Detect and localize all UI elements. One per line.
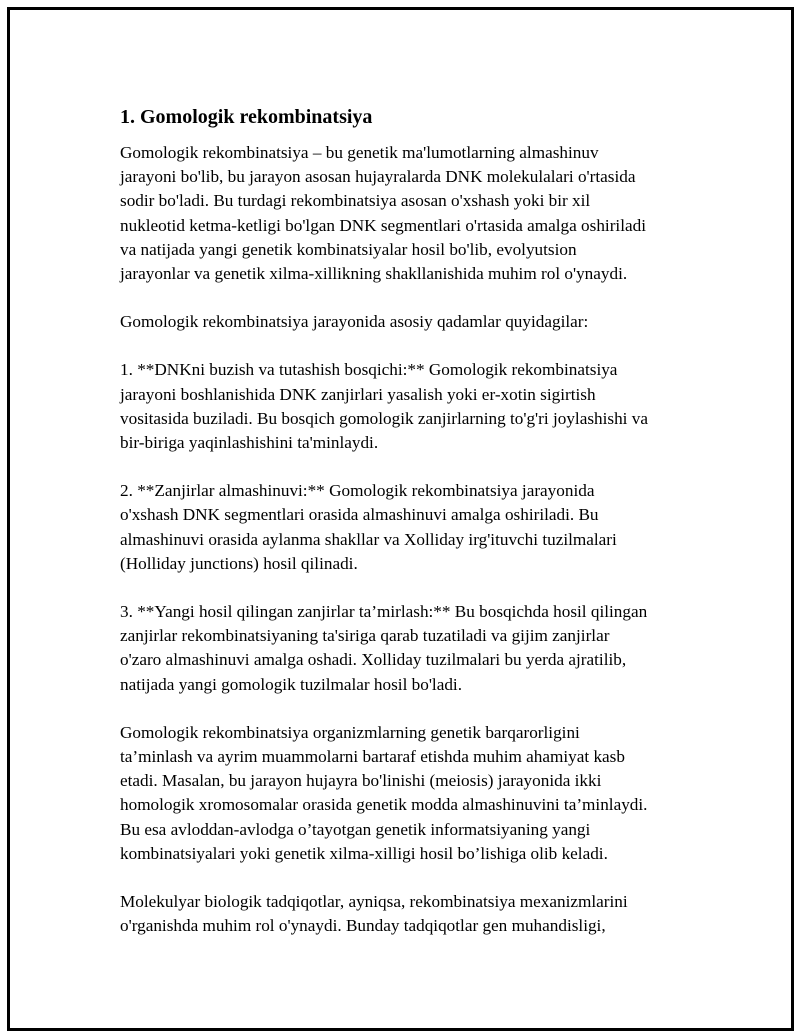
- paragraph-research: Molekulyar biologik tadqiqotlar, ayniqsa, rekombinatsiya mexanizmlarini o'rganishda muhim rol o'ynaydi. Bunday tadqiqotlar gen muhandisligi,: [120, 892, 628, 936]
- paragraph-step-3: 3. **Yangi hosil qilingan zanjirlar ta’mirlash:** Bu bosqichda hosil qilingan zanjirlar rekombinatsiyaning ta'siriga qarab tuzatiladi va gijim zanjirlar o'zaro almashinuvi amalga oshadi. Xolliday tuzilmalari bu yerda ajratilib, natijada yangi gomologik tuzilmalar hosil bo'ladi.: [120, 602, 648, 694]
- document-body: [120, 104, 700, 962]
- section-heading: 1. Gomologik rekombinatsiya: [120, 106, 373, 128]
- paragraph-intro: Gomologik rekombinatsiya – bu genetik ma'lumotlarning almashinuv jarayoni bo'lib, bu jarayon asosan hujayralarda DNK molekulalari o'rtasida sodir bo'ladi. Bu turdagi rekombinatsiya asosan o'xshash yoki bir xil nukleotid ketma-ketligi bo'lgan DNK segmentlari o'rtasida amalga oshiriladi va natijada yangi genetik kombinatsiyalar hosil bo'lib, evolyutsion jarayonlar va genetik xilma-xillikning shakllanishida muhim rol o'ynaydi.: [120, 143, 646, 284]
- paragraph-significance: Gomologik rekombinatsiya organizmlarning genetik barqarorligini ta’minlash va ayrim muammolarni bartaraf etishda muhim ahamiyat kasb etadi. Masalan, bu jarayon hujayra bo'linishi (meiosis) jarayonida ikki homologik xromosomalar orasida genetik modda almashinuvini ta’minlaydi. Bu esa avloddan-avlodga o’tayotgan genetik informatsiyaning yangi kombinatsiyalari yoki genetik xilma-xilligi hosil bo’lishiga olib keladi.: [120, 722, 648, 863]
- paragraph-steps-intro: Gomologik rekombinatsiya jarayonida asosiy qadamlar quyidagilar:: [120, 312, 589, 332]
- page-frame: [7, 7, 794, 1031]
- paragraph-step-2: 2. **Zanjirlar almashinuvi:** Gomologik rekombinatsiya jarayonida o'xshash DNK segmentlari orasida almashinuvi amalga oshiriladi. Bu almashinuvi orasida aylanma shakllar va Xolliday irg'ituvchi tuzilmalari (Holliday junctions) hosil qilinadi.: [120, 481, 617, 573]
- paragraph-step-1: 1. **DNKni buzish va tutashish bosqichi:** Gomologik rekombinatsiya jarayoni boshlanishida DNK zanjirlari yasalish yoki er-xotin sigirtish vositasida buziladi. Bu bosqich gomologik zanjirlarning to'g'ri joylashishi va bir-biriga yaqinlashishini ta'minlaydi.: [120, 360, 648, 453]
